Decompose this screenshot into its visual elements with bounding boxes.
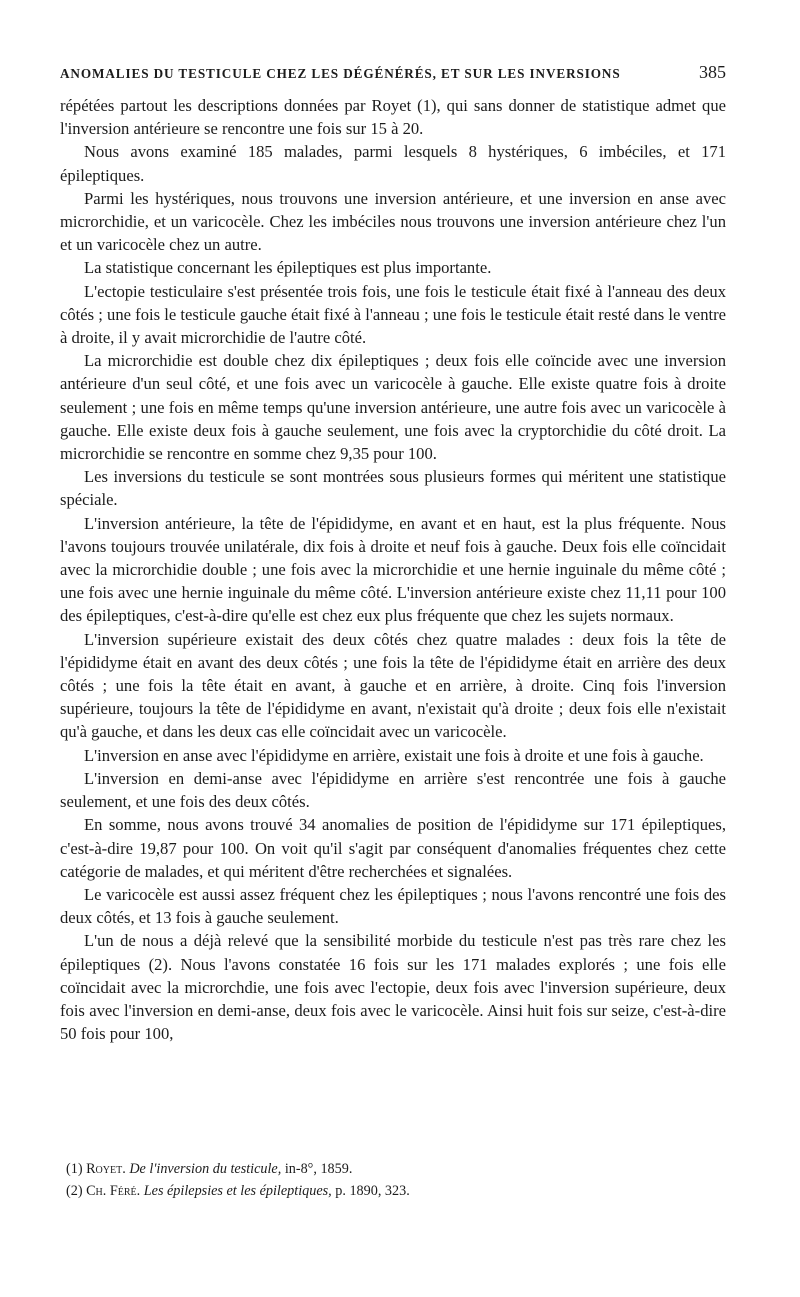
paragraph: L'inversion en demi-anse avec l'épididyme en arrière s'est rencontrée une fois à gauche seulement, et une fois des deux côtés. xyxy=(60,768,726,812)
footnote xyxy=(66,1180,726,1202)
body-text xyxy=(60,94,726,1045)
footnote-title: De l'inversion du testicule, xyxy=(129,1161,282,1177)
paragraph: La statistique concernant les épileptiques est plus importante. xyxy=(84,258,492,278)
footnote-title: Les épilepsies et les épileptiques, xyxy=(143,1183,332,1199)
footnote xyxy=(66,1158,726,1180)
paragraph: Parmi les hystériques, nous trouvons une inversion antérieure, et une inversion en anse avec microrchidie, et un varicocèle. Chez les imbéciles nous trouvons une inversion antérieure chez l'un et un varicocèle chez un autre. xyxy=(60,188,726,255)
paragraph: La microrchidie est double chez dix épileptiques ; deux fois elle coïncide avec une inversion antérieure d'un seul côté, et une fois avec un varicocèle à gauche. Elle existe quatre fois à droite seulement ; une fois en même temps qu'une inversion antérieure, une autre fois avec un varicocèle à gauche. Elle existe deux fois à gauche seulement, une fois avec la cryptorchidie du côté droit. La microrchidie se rencontre en somme chez 9,35 pour 100. xyxy=(60,351,726,464)
footnote-details: in-8°, 1859. xyxy=(284,1161,353,1177)
paragraph: Les inversions du testicule se sont montrées sous plusieurs formes qui méritent une statistique spéciale. xyxy=(60,467,726,510)
running-header xyxy=(60,62,726,83)
footnote-details: p. 1890, 323. xyxy=(335,1183,410,1199)
paragraph: Le varicocèle est aussi assez fréquent chez les épileptiques ; nous l'avons rencontré une fois des deux côtés, et 13 fois à gauche seulement. xyxy=(60,884,726,928)
paragraph: L'un de nous a déjà relevé que la sensibilité morbide du testicule n'est pas très rare chez les épileptiques (2). Nous l'avons constatée 16 fois sur les 171 malades explorés ; une fois elle coïncidait avec la microrchdie, une fois avec l'ectopie, deux fois avec l'inversion supérieure, deux fois avec l'inversion en demi-anse, deux fois avec le varicocèle. Ainsi huit fois sur seize, c'est-à-dire 50 fois pour 100, xyxy=(60,931,726,1044)
paragraph: L'inversion supérieure existait des deux côtés chez quatre malades : deux fois la tête de l'épididyme était en avant des deux côtés ; une fois la tête de l'épididyme était en arrière des deux côtés ; une fois la tête était en avant, à gauche et en arrière, à droite. Cinq fois l'inversion supérieure, toujours la tête de l'épididyme en avant, n'existait qu'à droite ; deux fois elle n'existait qu'à gauche, et dans les deux cas elle coïncidait avec un varicocèle. xyxy=(60,629,726,742)
running-title: ANOMALIES DU TESTICULE CHEZ LES DÉGÉNÉRÉS, ET SUR LES INVERSIONS xyxy=(60,66,621,81)
paragraph: L'inversion en anse avec l'épididyme en arrière, existait une fois à droite et une fois à gauche. xyxy=(84,745,704,765)
paragraph: En somme, nous avons trouvé 34 anomalies de position de l'épididyme sur 171 épileptiques, c'est-à-dire 19,87 pour 100. On voit qu'il s'agit par conséquent d'anomalies fréquentes chez cette catégorie de malades, et qui méritent d'être recherchées et signalées. xyxy=(60,815,726,881)
footnote-author: Royet. xyxy=(86,1161,126,1177)
paragraph: répétées partout les descriptions données par Royet (1), qui sans donner de statistique admet que l'inversion antérieure se rencontre une fois sur 15 à 20. xyxy=(60,96,726,139)
paragraph: L'inversion antérieure, la tête de l'épididyme, en avant et en haut, est la plus fréquente. Nous l'avons toujours trouvée unilatérale, dix fois à droite et neuf fois à gauche. Deux fois elle coïncidait avec la microrchidie double ; une fois avec la microrchidie et une hernie inguinale du même côté ; une fois avec une hernie inguinale du même côté. L'inversion antérieure existe chez 11,11 pour 100 des épileptiques, c'est-à-dire qu'elle est chez eux plus fréquente que chez les sujets normaux. xyxy=(60,513,726,626)
page-number: 385 xyxy=(699,62,726,82)
footnote-mark: (2) xyxy=(66,1183,83,1199)
paragraph: L'ectopie testiculaire s'est présentée trois fois, une fois le testicule était fixé à l'anneau des deux côtés ; une fois le testicule gauche était fixé à l'anneau ; une fois le testicule était resté dans le ventre à droite, il y avait microrchidie de l'autre côté. xyxy=(60,281,726,348)
paragraph: Nous avons examiné 185 malades, parmi lesquels 8 hystériques, 6 imbéciles, et 171 épileptiques. xyxy=(60,142,726,185)
footnote-author: Ch. Féré. xyxy=(86,1183,141,1199)
footnotes xyxy=(66,1158,726,1202)
footnote-mark: (1) xyxy=(66,1161,83,1177)
